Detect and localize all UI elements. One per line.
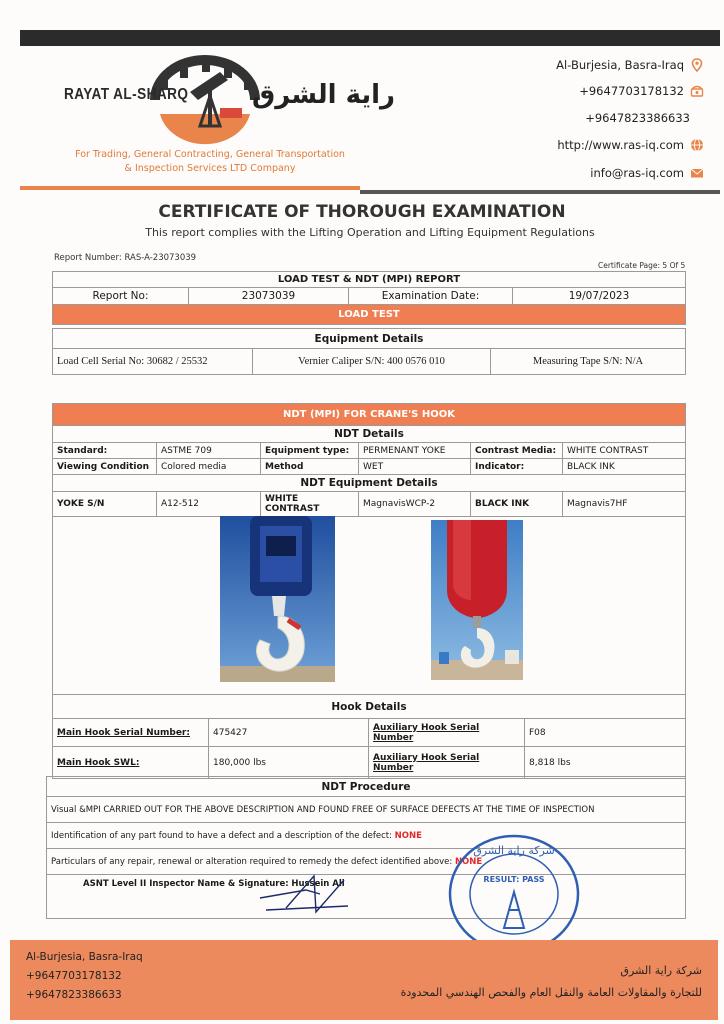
website-link[interactable]: http://www.ras-iq.com — [557, 138, 684, 152]
exam-date-value: 19/07/2023 — [513, 288, 686, 305]
ndt-procedure-table — [46, 776, 686, 919]
contact-email[interactable] — [590, 166, 704, 180]
load-test-table — [52, 271, 686, 325]
white-contrast-label: WHITE CONTRAST — [261, 492, 359, 517]
ndt-equipment-details-title: NDT Equipment Details — [53, 475, 686, 492]
exam-date-label: Examination Date: — [349, 288, 513, 305]
load-test-report-title: LOAD TEST & NDT (MPI) REPORT — [53, 272, 686, 288]
ndt-section-header: NDT (MPI) FOR CRANE'S HOOK — [53, 404, 686, 426]
inspector-name: Hussein Ali — [291, 879, 345, 889]
globe-icon — [690, 138, 704, 152]
hook-details-title: Hook Details — [53, 695, 686, 719]
contrast-media-label: Contrast Media: — [471, 443, 563, 459]
location-pin-icon — [690, 58, 704, 72]
procedure-line-2 — [47, 823, 686, 849]
footer-contacts — [26, 948, 143, 1005]
footer-company-arabic — [401, 960, 702, 1004]
white-contrast-value: MagnavisWCP-2 — [359, 492, 471, 517]
defect-identification-label: Identification of any part found to have a defect and a description of the defect: — [51, 830, 392, 841]
equipment-details-title: Equipment Details — [53, 329, 686, 349]
vernier-caliper-serial: Vernier Caliper S/N: 400 0576 010 — [253, 349, 491, 375]
hook-photo-main — [220, 516, 335, 682]
top-dark-bar — [20, 30, 720, 46]
viewing-condition-value: Colored media — [157, 459, 261, 475]
inspector-label: ASNT Level II Inspector Name & Signature: — [83, 879, 289, 889]
envelope-icon — [690, 166, 704, 180]
standard-value: ASTME 709 — [157, 443, 261, 459]
report-number-line: Report Number: RAS-A-23073039 — [54, 253, 197, 263]
ndt-details-title: NDT Details — [53, 426, 686, 443]
certificate-title: CERTIFICATE OF THOROUGH EXAMINATION — [158, 202, 566, 222]
report-no-value: 23073039 — [189, 288, 349, 305]
contact-address — [556, 58, 704, 72]
telephone-icon — [690, 84, 704, 98]
contact-website[interactable] — [557, 138, 704, 152]
indicator-value: BLACK INK — [563, 459, 686, 475]
main-hook-serial-value: 475427 — [209, 719, 369, 747]
report-no-label: Report No: — [53, 288, 189, 305]
stamp-result: RESULT: PASS — [483, 875, 545, 884]
black-ink-value: Magnavis7HF — [563, 492, 686, 517]
aux-hook-serial-value: F08 — [525, 719, 686, 747]
procedure-line-3 — [47, 849, 686, 875]
yoke-sn-value: A12-512 — [157, 492, 261, 517]
ndt-procedure-title: NDT Procedure — [47, 777, 686, 797]
footer-phone-2: +9647823386633 — [26, 989, 122, 1001]
tagline-line-1: For Trading, General Contracting, General Transportation — [75, 149, 345, 160]
method-label: Method — [261, 459, 359, 475]
photo-area — [52, 510, 686, 694]
footer-address: Al-Burjesia, Basra-Iraq — [26, 951, 143, 963]
company-stamp — [446, 832, 582, 956]
load-cell-serial: Load Cell Serial No: 30682 / 25532 — [53, 349, 253, 375]
header-divider-orange — [20, 186, 360, 190]
certificate-page-line: Certificate Page: 5 Of 5 — [598, 261, 686, 270]
phone-1-text: +9647703178132 — [579, 84, 684, 98]
certificate-subtitle: This report complies with the Lifting Operation and Lifting Equipment Regulations — [145, 226, 595, 239]
standard-label: Standard: — [53, 443, 157, 459]
repair-particulars-value: NONE — [454, 856, 483, 867]
tagline-line-2: & Inspection Services LTD Company — [124, 163, 296, 174]
yoke-sn-label: YOKE S/N — [53, 492, 157, 517]
load-test-section-header: LOAD TEST — [53, 305, 686, 325]
equipment-type-value: PERMENANT YOKE — [359, 443, 471, 459]
inspector-row — [47, 875, 686, 919]
aux-hook-swl-label: Auxiliary Hook Serial Number — [369, 747, 525, 779]
stamp-top-text: شركة راية الشرق — [473, 844, 555, 857]
main-hook-serial-label: Main Hook Serial Number: — [53, 719, 209, 747]
ndt-details-table — [52, 403, 686, 517]
company-name-en: RAYAT AL-SHARQ — [64, 86, 189, 103]
main-hook-swl-label: Main Hook SWL: — [53, 747, 209, 779]
method-value: WET — [359, 459, 471, 475]
company-name-ar: راية الشرق — [252, 80, 396, 110]
hook-details-table — [52, 694, 686, 779]
repair-particulars-label: Particulars of any repair, renewal or alteration required to remedy the defect identified above: — [51, 856, 453, 867]
black-ink-label: BLACK INK — [471, 492, 563, 517]
email-link[interactable]: info@ras-iq.com — [590, 166, 684, 180]
defect-identification-value: NONE — [394, 830, 422, 841]
main-hook-swl-value: 180,000 lbs — [209, 747, 369, 779]
contact-phone-1 — [579, 84, 704, 98]
aux-hook-swl-value: 8,818 lbs — [525, 747, 686, 779]
viewing-condition-label: Viewing Condition — [53, 459, 157, 475]
equipment-details-table — [52, 328, 686, 375]
contact-phone-2 — [585, 111, 690, 125]
procedure-line-1: Visual &MPI CARRIED OUT FOR THE ABOVE DESCRIPTION AND FOUND FREE OF SURFACE DEFECTS AT THE TIME OF INSPECTION — [47, 797, 686, 823]
measuring-tape-serial: Measuring Tape S/N: N/A — [491, 349, 686, 375]
phone-2-text: +9647823386633 — [585, 111, 690, 125]
page-footer — [10, 940, 718, 1020]
address-text: Al-Burjesia, Basra-Iraq — [556, 58, 684, 72]
aux-hook-serial-label: Auxiliary Hook Serial Number — [369, 719, 525, 747]
equipment-type-label: Equipment type: — [261, 443, 359, 459]
header-divider-dark — [360, 190, 720, 194]
footer-phone-1: +9647703178132 — [26, 970, 122, 982]
footer-ar-line-2: للتجارة والمقاولات العامة والنقل العام والفحص الهندسي المحدودة — [400, 986, 702, 999]
footer-ar-line-1: شركة راية الشرق — [620, 964, 702, 977]
inspector-signature — [256, 872, 356, 916]
company-tagline — [40, 148, 380, 176]
indicator-label: Indicator: — [471, 459, 563, 475]
hook-photo-auxiliary — [431, 520, 523, 680]
contrast-media-value: WHITE CONTRAST — [563, 443, 686, 459]
